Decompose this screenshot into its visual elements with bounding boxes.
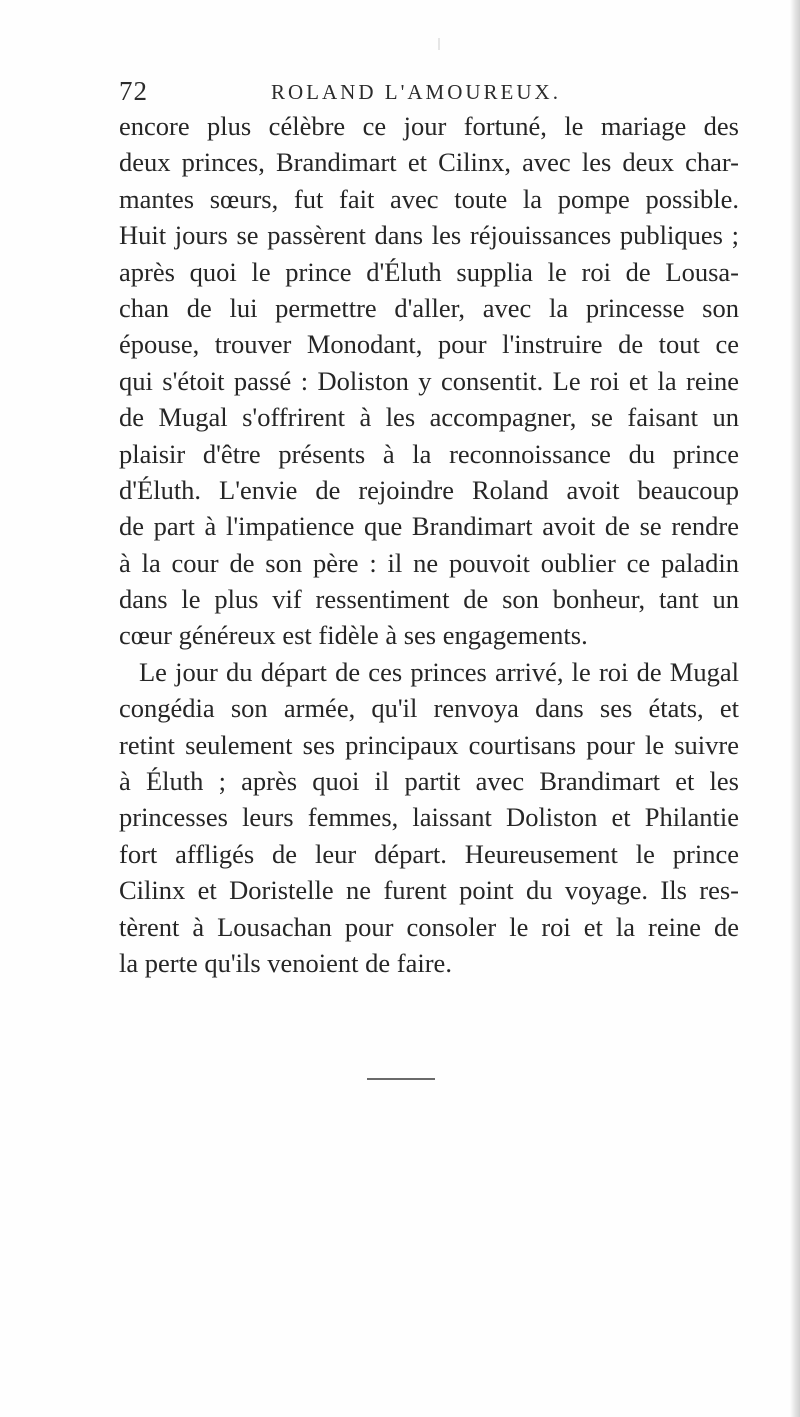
text-line: dans le plus vif ressentiment de son bonheur, tant un bbox=[119, 584, 739, 615]
text-line: d'Éluth. L'envie de rejoindre Roland avoit beaucoup bbox=[119, 474, 739, 505]
text-line: de Mugal s'offrirent à les accompagner, se faisant un bbox=[119, 402, 739, 433]
text-line: Cilinx et Doristelle ne furent point du voyage. Ils res- bbox=[119, 875, 739, 906]
text-line: cœur généreux est fidèle à ses engagements. bbox=[119, 620, 588, 651]
text-line: à la cour de son père : il ne pouvoit oublier ce paladin bbox=[119, 547, 739, 578]
text-line: tèrent à Lousachan pour consoler le roi et la reine de bbox=[119, 911, 739, 942]
text-line: Huit jours se passèrent dans les réjouissances publiques ; bbox=[119, 220, 739, 251]
text-line: encore plus célèbre ce jour fortuné, le mariage des bbox=[119, 111, 739, 141]
page-header bbox=[119, 76, 739, 108]
text-line: de part à l'impatience que Brandimart avoit de se rendre bbox=[119, 511, 739, 542]
text-line: plaisir d'être présents à la reconnoissance du prince bbox=[119, 438, 739, 469]
text-line: la perte qu'ils venoient de faire. bbox=[119, 947, 452, 978]
text-line: congédia son armée, qu'il renvoya dans ses états, et bbox=[119, 693, 739, 724]
text-line: qui s'étoit passé : Doliston y consentit. Le roi et la reine bbox=[119, 365, 739, 396]
text-line: à Éluth ; après quoi il partit avec Brandimart et les bbox=[119, 766, 739, 797]
body-text bbox=[119, 108, 739, 981]
text-line: chan de lui permettre d'aller, avec la princesse son bbox=[119, 292, 739, 323]
text-line: princesses leurs femmes, laissant Doliston et Philantie bbox=[119, 802, 739, 833]
text-line: épouse, trouver Monodant, pour l'instruire de tout ce bbox=[119, 329, 739, 360]
text-line: après quoi le prince d'Éluth supplia le roi de Lousa- bbox=[119, 256, 739, 287]
text-line: deux princes, Brandimart et Cilinx, avec les deux char- bbox=[119, 147, 739, 178]
running-title: ROLAND L'AMOUREUX. bbox=[271, 80, 561, 104]
page-edge-shadow bbox=[790, 0, 800, 1417]
text-line: fort affligés de leur départ. Heureusement le prince bbox=[119, 838, 739, 869]
text-line: retint seulement ses principaux courtisans pour le suivre bbox=[119, 729, 739, 760]
text-line: mantes sœurs, fut fait avec toute la pompe possible. bbox=[119, 183, 739, 214]
text-line: Le jour du départ de ces princes arrivé, le roi de Mugal bbox=[139, 656, 739, 687]
gutter-mark bbox=[438, 38, 440, 50]
page-number: 72 bbox=[119, 76, 148, 106]
section-end-rule bbox=[367, 1078, 435, 1080]
